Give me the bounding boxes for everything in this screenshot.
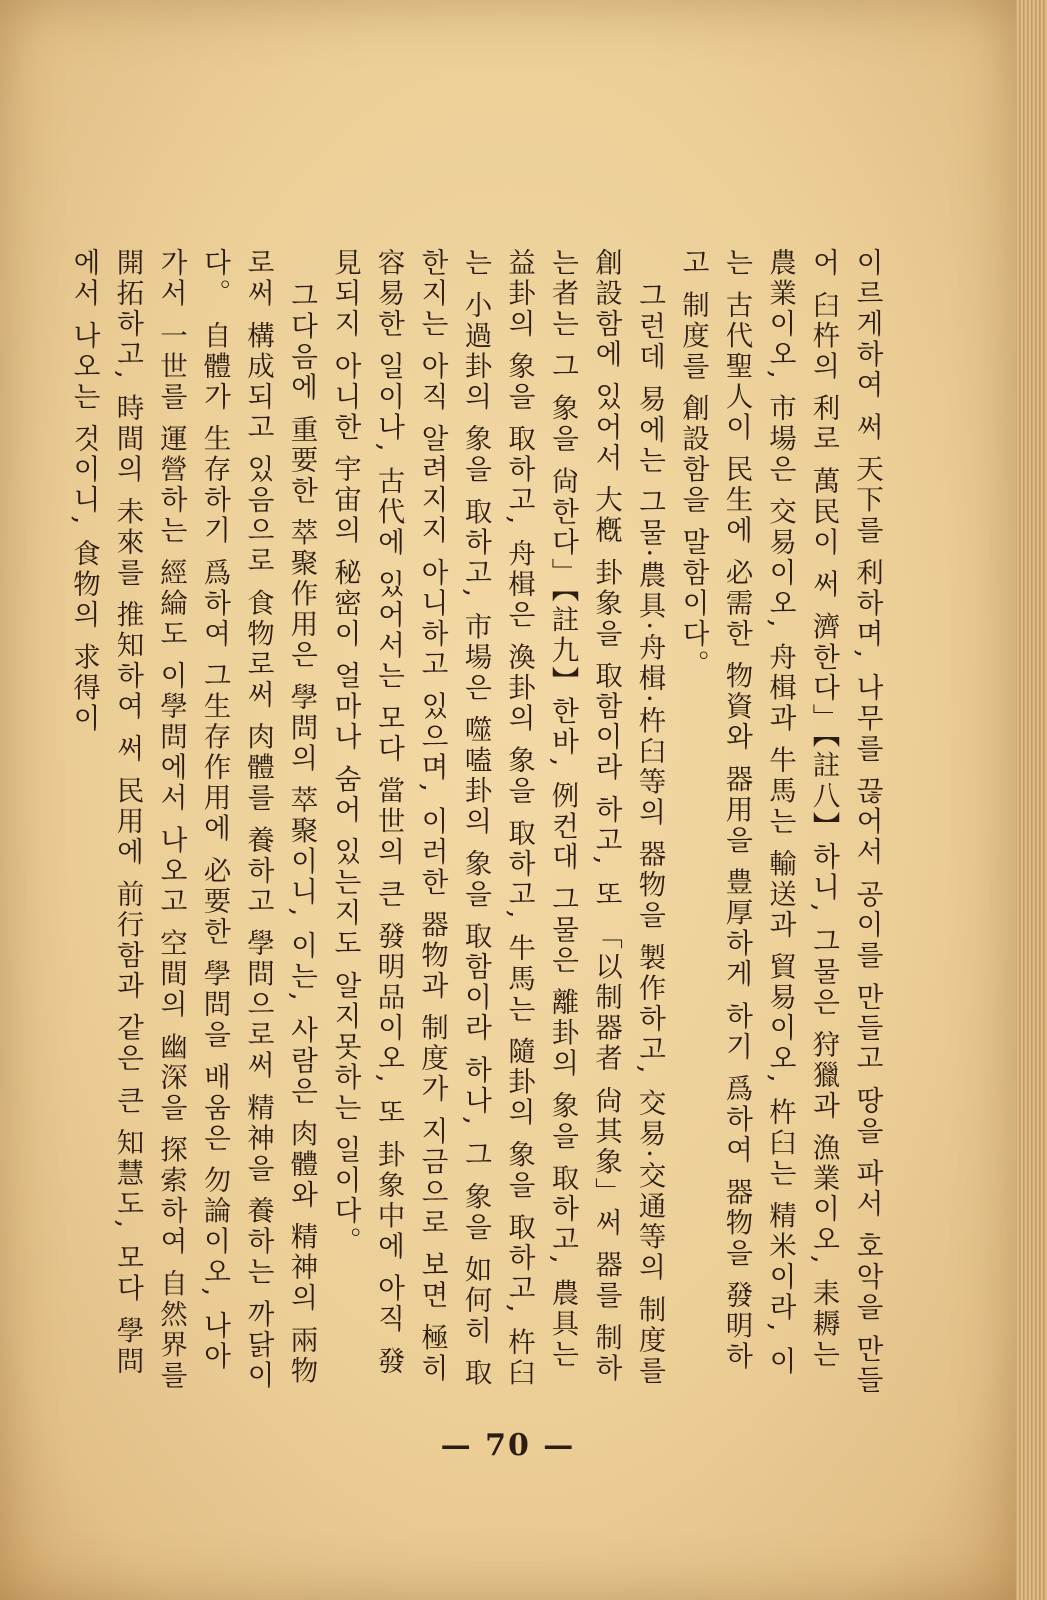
paragraph-3: 그다음에 重要한 萃聚作用은 學問의 萃聚이니, 이는, 사람은 肉體와 精神의 兩物로써 構成되고 있음으로 食物로써 肉體를 養하고 學問으로써 精神을 養하는 까닭이다。 自體가 生存하기 爲하여 그生存作用에 必要한 學問을 배움은 勿論이오, 나아가서 一世를 運營하는 經綸도 이學問에서 나오고 空間의 幽深을 探索하여 自然界를 開拓하고, 時間의 未來를 推知하여 써 民用에 前行함과 같은 큰 知慧도, 모다 學問에서 나오는 것이니, 食物의 求得이 bbox=[68, 248, 318, 1391]
vertical-text-block bbox=[68, 248, 888, 1398]
page-edge bbox=[1016, 0, 1047, 1600]
page-number: — 70 — bbox=[440, 1428, 576, 1463]
paragraph-2: 그런데 易에는 그물·農具·舟楫·杵臼等의 器物을 製作하고, 交易·交通等의 制度를 創設함에 있어서 大槪 卦象을 取함이라 하고, 또 「以制器者 尙其象」써 器를 制하는者는 그 象을 尙한다」【註九】한바, 例컨대 그물은 離卦의 象을 取하고, 農具는 益卦의 象을 取하고, 舟楫은 渙卦의 象을 取하고, 牛馬는 隨卦의 象을 取하고, 杵臼는 小過卦의 象을 取하고, 市場은 噬嗑卦의 象을 取함이라 하나, 그 象을 如何히 取한지는 아직 알려지지 아니하고 있으며, 이러한 器物과 制度가 지금으로 보면 極히 容易한 일이나, 古代에 있어서는 모다 當世의 큰 發明品이오, 또 卦象中에 아직 發見되지 아니한 宇宙의 秘密이 얼마나 숨어 있는지도 알지못하는 일이다。 bbox=[329, 248, 666, 1389]
paragraph-1: 이르게하여 써 天下를 利하며, 나무를 끊어서 공이를 만들고 땅을 파서 호악을 만들어 臼杵의 利로 萬民이 써 濟한다」【註八】하니, 그물은 狩獵과 漁業이오, 耒耨는 農業이오, 市場은 交易이오, 舟楫과 牛馬는 輸送과 貿易이오, 杵臼는 精米이라, 이는 古代聖人이 民生에 必需한 物資와 器用을 豊厚하게 하기 爲하여 器物을 發明하고 制度를 創設함을 말함이다。 bbox=[677, 248, 883, 1396]
